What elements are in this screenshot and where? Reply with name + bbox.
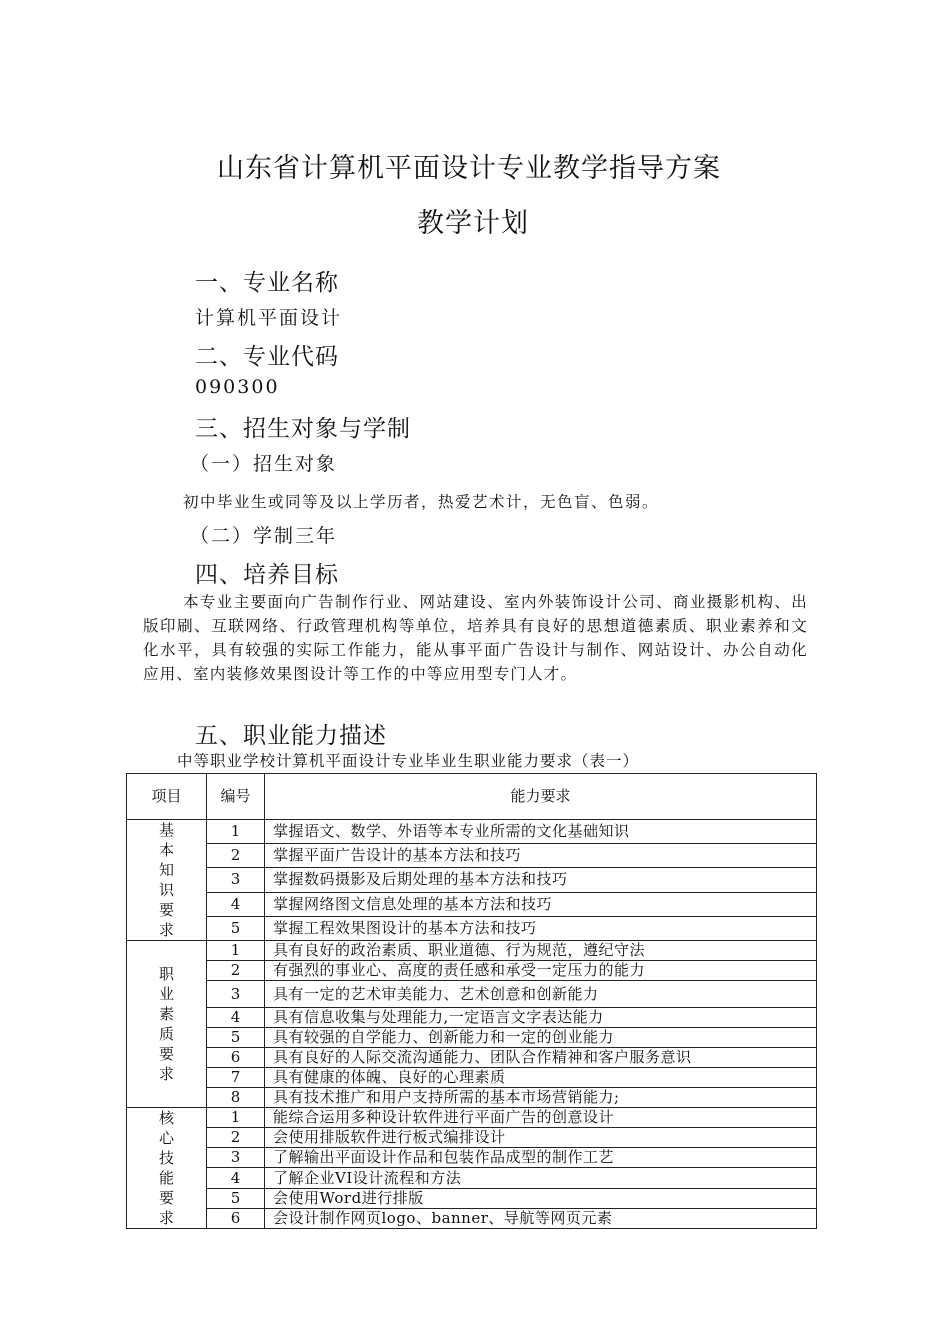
row-requirement: 具有技术推广和用户支持所需的基本市场营销能力; (265, 1088, 817, 1108)
section-5-heading: 五、职业能力描述 (195, 723, 387, 749)
section-3-sub1: （一）招生对象 (190, 453, 338, 475)
row-number: 4 (207, 892, 265, 916)
row-number: 7 (207, 1068, 265, 1088)
header-requirement: 能力要求 (265, 774, 817, 820)
row-number: 3 (207, 981, 265, 1008)
section-4-text: 本专业主要面向广告制作行业、网站建设、室内外装饰设计公司、商业摄影机构、出版印刷、互联网络、行政管理机构等单位，培养具有良好的思想道德素质、职业素养和文化水平，具有较强的实际工作能力，能从事平面广告设计与制作、网站设计、办公自动化应用、室内装修效果图设计等工作的中等应用型专门人才。 (143, 593, 808, 683)
row-requirement: 能综合运用多种设计软件进行平面广告的创意设计 (265, 1108, 817, 1128)
document-subtitle: 教学计划 (417, 208, 529, 239)
row-requirement: 具有良好的人际交流沟通能力、团队合作精神和客户服务意识 (265, 1048, 817, 1068)
row-requirement: 掌握网络图文信息处理的基本方法和技巧 (265, 892, 817, 916)
category-professional-quality: 职业素质要求 (127, 941, 207, 1108)
section-2-text: 090300 (195, 376, 280, 398)
table-row (127, 892, 817, 916)
table-row (127, 1068, 817, 1088)
section-2-heading: 二、专业代码 (195, 344, 339, 370)
section-3-sub2: （二）学制三年 (190, 525, 338, 547)
table-row (127, 1188, 817, 1208)
row-requirement: 了解企业VI设计流程和方法 (265, 1168, 817, 1188)
row-requirement: 具有一定的艺术审美能力、艺术创意和创新能力 (265, 981, 817, 1008)
row-number: 1 (207, 1108, 265, 1128)
table-row (127, 1108, 817, 1128)
header-num: 编号 (207, 774, 265, 820)
row-number: 1 (207, 941, 265, 961)
row-requirement: 掌握语文、数学、外语等本专业所需的文化基础知识 (265, 820, 817, 844)
row-number: 5 (207, 1028, 265, 1048)
section-3-sub1-text: 初中毕业生或同等及以上学历者，热爱艺术计，无色盲、色弱。 (183, 493, 660, 511)
table-row (127, 981, 817, 1008)
table-row (127, 1208, 817, 1228)
row-number: 5 (207, 1188, 265, 1208)
row-requirement: 掌握工程效果图设计的基本方法和技巧 (265, 916, 817, 940)
table-row (127, 1008, 817, 1028)
row-requirement: 掌握平面广告设计的基本方法和技巧 (265, 844, 817, 868)
section-1-text: 计算机平面设计 (195, 307, 343, 329)
table-row (127, 1048, 817, 1068)
table-row (127, 868, 817, 892)
row-requirement: 掌握数码摄影及后期处理的基本方法和技巧 (265, 868, 817, 892)
row-number: 1 (207, 820, 265, 844)
table-row (127, 1168, 817, 1188)
row-number: 2 (207, 844, 265, 868)
row-number: 3 (207, 1148, 265, 1168)
row-number: 6 (207, 1048, 265, 1068)
row-requirement: 具有良好的政治素质、职业道德、行为规范，遵纪守法 (265, 941, 817, 961)
section-4-heading: 四、培养目标 (195, 562, 339, 588)
row-requirement: 具有较强的自学能力、创新能力和一定的创业能力 (265, 1028, 817, 1048)
section-3-heading: 三、招生对象与学制 (195, 416, 411, 442)
table-row (127, 916, 817, 940)
category-basic-knowledge: 基本知识要求 (127, 820, 207, 941)
row-requirement: 会使用Word进行排版 (265, 1188, 817, 1208)
category-core-skills: 核心技能要求 (127, 1108, 207, 1229)
row-requirement: 具有健康的体魄、良好的心理素质 (265, 1068, 817, 1088)
row-number: 6 (207, 1208, 265, 1228)
row-requirement: 会使用排版软件进行板式编排设计 (265, 1128, 817, 1148)
ability-table (126, 773, 817, 1229)
table-row (127, 1088, 817, 1108)
section-1-heading: 一、专业名称 (195, 270, 339, 296)
table-row (127, 1128, 817, 1148)
row-number: 5 (207, 916, 265, 940)
row-number: 4 (207, 1168, 265, 1188)
row-requirement: 会设计制作网页logo、banner、导航等网页元素 (265, 1208, 817, 1228)
table-row (127, 961, 817, 981)
row-number: 3 (207, 868, 265, 892)
row-number: 4 (207, 1008, 265, 1028)
table-header-row (127, 774, 817, 820)
row-requirement: 有强烈的事业心、高度的责任感和承受一定压力的能力 (265, 961, 817, 981)
table-row (127, 1148, 817, 1168)
table-row (127, 1028, 817, 1048)
row-number: 8 (207, 1088, 265, 1108)
row-requirement: 了解输出平面设计作品和包装作品成型的制作工艺 (265, 1148, 817, 1168)
row-requirement: 具有信息收集与处理能力,一定语言文字表达能力 (265, 1008, 817, 1028)
row-number: 2 (207, 961, 265, 981)
document-title: 山东省计算机平面设计专业教学指导方案 (217, 153, 721, 184)
table-row (127, 941, 817, 961)
table-row (127, 844, 817, 868)
row-number: 2 (207, 1128, 265, 1148)
table-caption: 中等职业学校计算机平面设计专业毕业生职业能力要求（表一） (177, 752, 640, 770)
table-row (127, 820, 817, 844)
header-item: 项目 (127, 774, 207, 820)
